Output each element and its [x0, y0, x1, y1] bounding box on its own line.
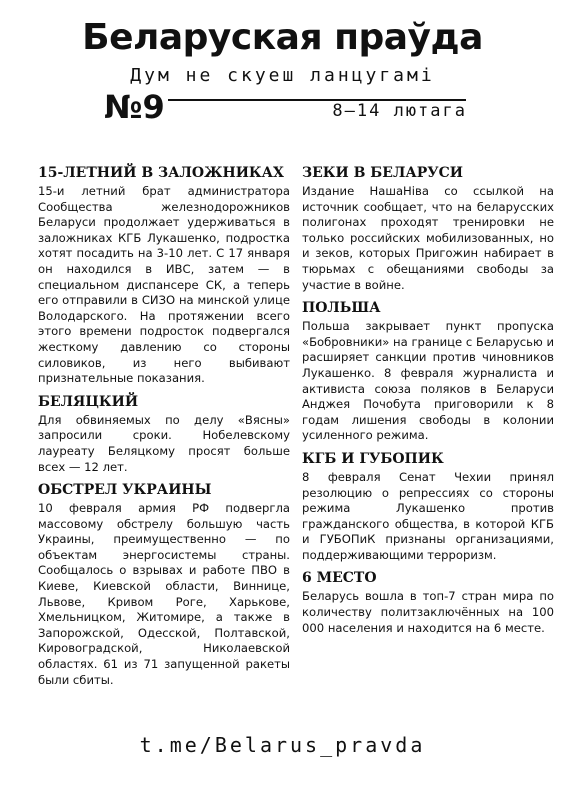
left-column [38, 164, 290, 694]
article-body: 15-и летний брат администратора Сообщества железнодорожников Беларуси продолжает удерживаться в заложниках КГБ Лукашенко, подростка хотят посадить на 3-10 лет. С 17 января он находился в ИВС, затем — в специальном диспансере СК, а теперь его отправили в СИЗО на минской улице Володарского. На протяжении всего этого времени подросток подвергался жесткому давлению со стороны силовиков, из него выбивают признательные показания. [38, 184, 290, 386]
telegram-link[interactable]: t.me/Belarus_pravda [139, 733, 426, 757]
article-body: 8 февраля Сенат Чехии принял резолюцию о репрессиях со стороны режима Лукашенко против гражданского общества, в которой КГБ и ГУБОПиК признаны организациями, поддерживающими терроризм. [302, 469, 554, 562]
article-body: Издание НашаНіва со ссылкой на источник сообщает, что на беларусских полигонах проходят тренировки не только российских мобилизованных, но и зеков, которых Пригожин набирает в тюрьмах с обещаниями свободы за участие в войне. [302, 184, 554, 292]
article-body: Польша закрывает пункт пропуска «Бобровники» на границе с Беларусью и расширяет санкции против чиновников Лукашенко. 8 февраля журналиста и активиста союза поляков в Беларуси Анджея Почобута приговорили к 8 годам лишения свободы в колонии усиленного режима. [302, 319, 554, 443]
issue-dates: 8—14 лютага [332, 101, 467, 121]
article-heading: ЗЕКИ В БЕЛАРУСИ [302, 165, 463, 181]
issue-number: №9 [104, 88, 165, 126]
article-body: Для обвиняемых по делу «Вясны» запросили сроки. Нобелевскому лауреату Беляцкому просят больше всех — 12 лет. [38, 412, 290, 474]
article-body: 10 февраля армия РФ подвергла массовому обстрелу большую часть Украины, преимущественно — по объектам энергосистемы страны. Сообщалось о взрывах и работе ПВО в Киеве, Киевской области, Виннице, Львове, Кривом Роге, Харькове, Хмельницком, Житомире, а также в Запорожской, Одесской, Полтавской, Кировоградской, Николаевской областях. 61 из 71 запущенной ракеты были сбиты. [38, 501, 290, 687]
article-heading: БЕЛЯЦКИЙ [38, 393, 139, 410]
article-bialiatski [38, 393, 290, 475]
masthead-tagline: Дум не скуеш ланцугамі [130, 65, 435, 86]
article-heading: 6 МЕСТО [302, 570, 377, 587]
article-kgb-gubopik [302, 450, 554, 564]
article-poland [302, 299, 554, 444]
article-heading: ОБСТРЕЛ УКРАИНЫ [38, 482, 212, 499]
masthead-title: Беларуская праўда [82, 17, 483, 58]
article-convicts [302, 164, 554, 293]
article-ukraine-shelling [38, 481, 290, 688]
article-heading: КГБ И ГУБОПИК [302, 450, 444, 467]
article-heading: ПОЛЬША [302, 300, 381, 317]
right-column [302, 164, 554, 642]
article-sixth-place [302, 569, 554, 636]
article-body: Беларусь вошла в топ-7 стран мира по количеству политзаключённых на 100 000 населения и находится на 6 месте. [302, 589, 554, 635]
article-heading: 15-ЛЕТНИЙ В ЗАЛОЖНИКАХ [38, 165, 284, 181]
article-hostage [38, 164, 290, 387]
